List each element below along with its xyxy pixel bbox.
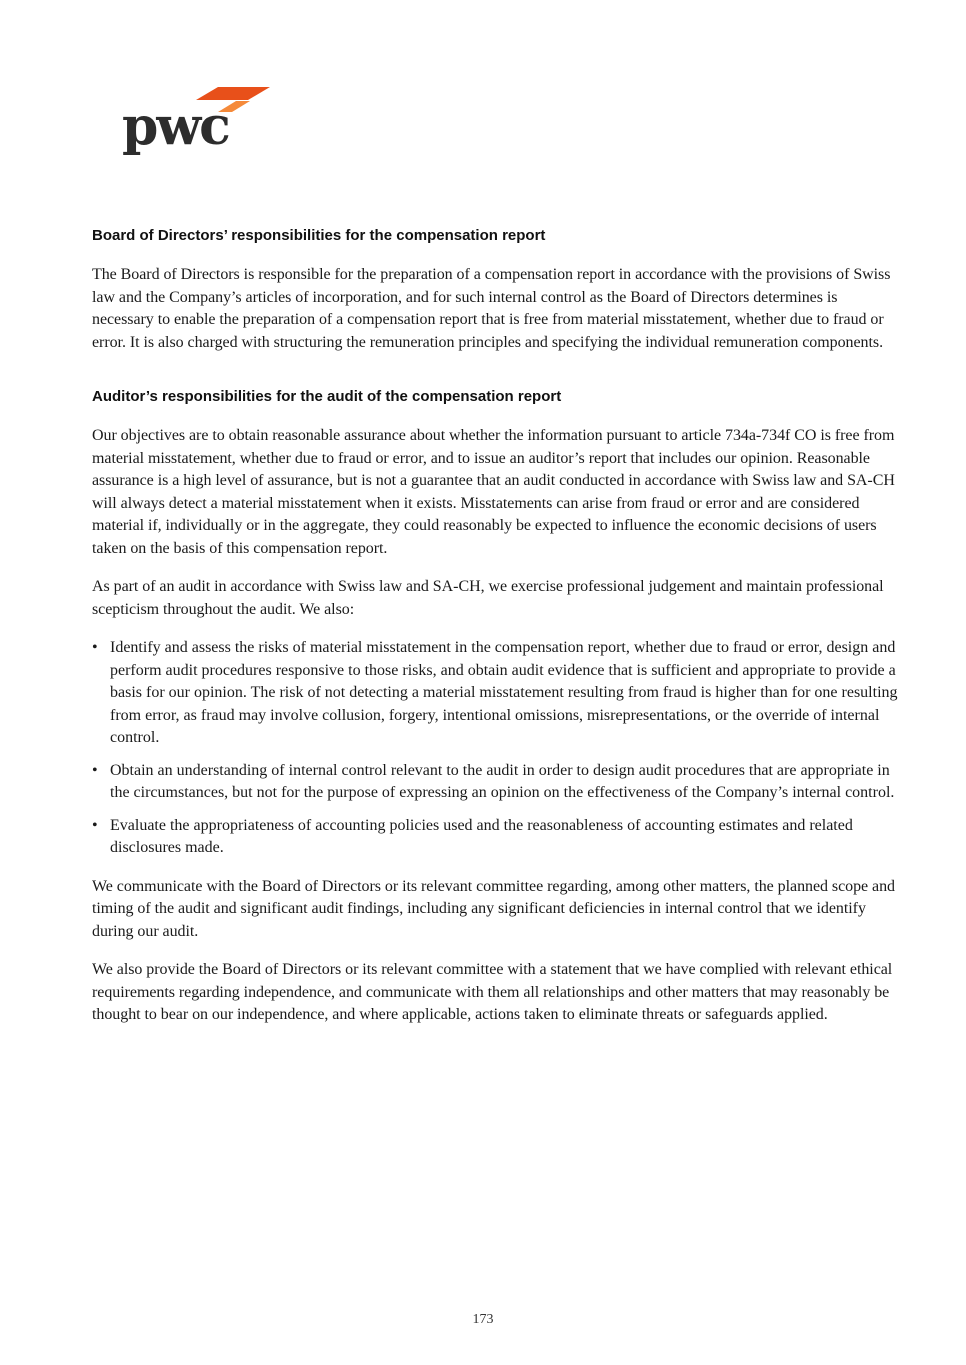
list-item [92,815,902,860]
audit-procedures-list [92,637,902,860]
list-item [92,637,902,750]
section-heading-auditor-responsibilities: Auditor’s responsibilities for the audit of the compensation report [92,388,562,405]
pwc-logo [122,82,272,160]
list-item-text: Obtain an understanding of internal control relevant to the audit in order to design audit procedures that are appropriate in the circumstances, but not for the purpose of expressing an opinion on the effectiveness of the Company’s internal control. [110,761,895,801]
paragraph-board-responsibilities: The Board of Directors is responsible for the preparation of a compensation report in accordance with the provisions of Swiss law and the Company’s articles of incorporation, and for such internal control as the Board of Directors determines is necessary to enable the preparation of a compensation report that is free from material misstatement, whether due to fraud or error. It is also charged with structuring the remuneration principles and specifying the individual remuneration components. [92,266,891,351]
list-item-text: Identify and assess the risks of material misstatement in the compensation report, whether due to fraud or error, design and perform audit procedures responsive to those risks, and obtain audit evidence that is sufficient and appropriate to provide a basis for our opinion. The risk of not detecting a material misstatement resulting from fraud is higher than for one resulting from error, as fraud may involve collusion, forgery, intentional omissions, misrepresentations, or the override of internal control. [110,639,898,746]
bullet-marker: • [92,816,98,834]
paragraph-communication: We communicate with the Board of Directors or its relevant committee regarding, among other matters, the planned scope and timing of the audit and significant audit findings, including any significant deficiencies in internal control that we identify during our audit. [92,877,896,940]
pwc-logo-icon [122,82,272,160]
page-number: 173 [472,1312,494,1327]
paragraph-independence-statement: We also provide the Board of Directors or its relevant committee with a statement that we have complied with relevant ethical requirements regarding independence, and communicate with them all relationships and other matters that may reasonably be thought to bear on our independence, and where applicable, actions taken to eliminate threats or safeguards applied. [92,961,893,1023]
section-heading-board-responsibilities: Board of Directors’ responsibilities for the compensation report [92,227,546,244]
paragraph-audit-approach: As part of an audit in accordance with Swiss law and SA-CH, we exercise professional judgement and maintain professional scepticism throughout the audit. We also: [92,578,884,618]
bullet-marker: • [92,639,98,656]
list-item-text: Evaluate the appropriateness of accounting policies used and the reasonableness of accounting estimates and related disclosures made. [110,816,853,856]
document-body [92,226,902,1043]
logo-wordmark: pwc [122,96,229,157]
list-item [92,760,902,805]
paragraph-auditor-objectives: Our objectives are to obtain reasonable assurance about whether the information pursuant to article 734a-734f CO is free from material misstatement, whether due to fraud or error, and to issue an auditor’s report that includes our opinion. Reasonable assurance is a high level of assurance, but is not a guarantee that an audit conducted in accordance with Swiss law and SA-CH will always detect a material misstatement when it exists. Misstatements can arise from fraud or error and are considered material if, individually or in the aggregate, they could reasonably be expected to influence the economic decisions of users taken on the basis of this compensation report. [92,427,895,557]
bullet-marker: • [92,761,98,779]
